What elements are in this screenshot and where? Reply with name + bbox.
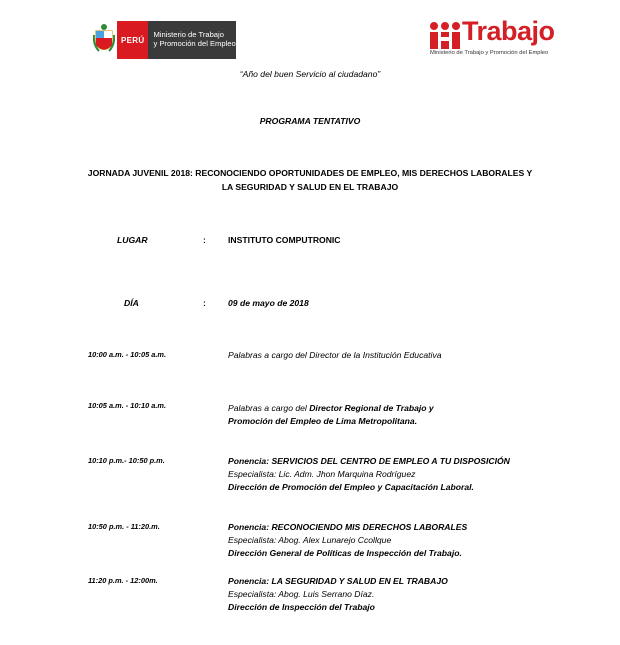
schedule-time-5: 11:20 p.m. - 12:00m. (88, 576, 158, 585)
schedule-speaker-3: Especialista: Lic. Adm. Jhon Marquina Rodríguez (228, 469, 416, 479)
schedule-desc-2-line2 (228, 415, 434, 428)
schedule-time-3: 10:10 p.m.- 10:50 p.m. (88, 456, 165, 465)
day-value: 09 de mayo de 2018 (228, 298, 309, 308)
schedule-desc-2-bold1: Director Regional de Trabajo y (309, 403, 434, 413)
place-value: INSTITUTO COMPUTRONIC (228, 235, 341, 245)
country-label: PERÚ (117, 21, 148, 59)
schedule-talk-4: Ponencia: RECONOCIENDO MIS DERECHOS LABORALES (228, 522, 468, 532)
place-separator: : (203, 235, 206, 245)
schedule-speaker-4: Especialista: Abog. Alex Lunarejo Ccollque (228, 535, 392, 545)
schedule-time-1: 10:00 a.m. - 10:05 a.m. (88, 350, 167, 359)
schedule-desc-4 (228, 521, 467, 560)
place-label: LUGAR (117, 235, 148, 245)
schedule-talk-5: Ponencia: LA SEGURIDAD Y SALUD EN EL TRABAJO (228, 576, 448, 586)
program-title: PROGRAMA TENTATIVO (259, 116, 361, 126)
schedule-desc-5 (228, 575, 448, 614)
day-separator: : (203, 298, 206, 308)
ministry-logo-left (93, 21, 236, 59)
trabajo-logo (428, 16, 555, 60)
ministry-name (148, 21, 236, 59)
event-title-line2: LA SEGURIDAD Y SALUD EN EL TRABAJO (221, 182, 399, 192)
schedule-desc-1-line: Palabras a cargo del Director de la Institución Educativa (228, 350, 442, 360)
event-title (0, 166, 620, 194)
schedule-talk-3: Ponencia: SERVICIOS DEL CENTRO DE EMPLEO A TU DISPOSICIÓN (228, 456, 510, 466)
schedule-desc-2 (228, 402, 434, 428)
schedule-desc-3 (228, 455, 510, 494)
schedule-desc-2-bold2: Promoción del Empleo de Lima Metropolitana. (228, 416, 418, 426)
schedule-office-4: Dirección General de Políticas de Inspección del Trabajo. (228, 548, 462, 558)
schedule-desc-1 (228, 349, 442, 362)
coat-of-arms-icon (93, 21, 115, 57)
people-icon (428, 20, 461, 50)
schedule-time-4: 10:50 p.m. - 11:20.m. (88, 522, 160, 531)
event-title-line1: JORNADA JUVENIL 2018: RECONOCIENDO OPORTUNIDADES DE EMPLEO, MIS DERECHOS LABORALES Y (87, 168, 533, 178)
schedule-time-2: 10:05 a.m. - 10:10 a.m. (88, 401, 167, 410)
schedule-desc-2-line1 (228, 402, 434, 415)
ministry-name-line2: y Promoción del Empleo (153, 39, 236, 48)
schedule-desc-2-prefix: Palabras a cargo del (228, 403, 310, 413)
trabajo-wordmark: Trabajo (462, 16, 555, 46)
year-motto: “Año del buen Servicio al ciudadano” (239, 69, 381, 79)
ministry-name-line1: Ministerio de Trabajo (153, 30, 224, 39)
schedule-speaker-5: Especialista: Abog. Luis Serrano Díaz. (228, 589, 375, 599)
schedule-office-3: Dirección de Promoción del Empleo y Capacitación Laboral. (228, 482, 474, 492)
day-label: DÍA (124, 298, 139, 308)
schedule-office-5: Dirección de Inspección del Trabajo (228, 602, 375, 612)
trabajo-subtitle: Ministerio de Trabajo y Promoción del Empleo (430, 50, 549, 56)
